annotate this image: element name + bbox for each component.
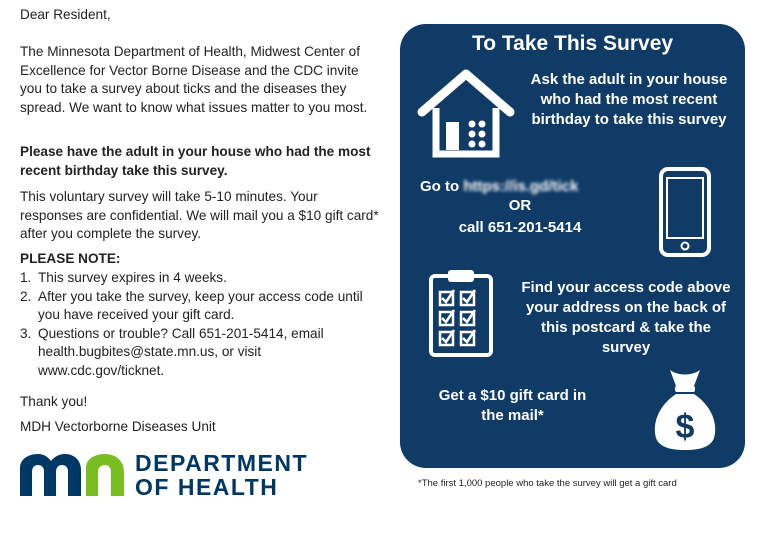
- footnote: *The first 1,000 people who take the survey will get a gift card: [418, 478, 677, 489]
- intro-paragraph: The Minnesota Department of Health, Midwest Center of Excellence for Vector Borne Disease and the CDC invite you to take a survey about ticks and the diseases they spread. We want to know what issues matter to you most.: [20, 44, 368, 115]
- clipboard-checklist-icon: [428, 268, 494, 358]
- bold-instruction: Please have the adult in your house who had the most recent birthday take this survey.: [20, 144, 371, 178]
- survey-url[interactable]: https://is.gd/tick: [463, 178, 579, 195]
- step-go-to: Go to https://is.gd/tick: [420, 178, 579, 195]
- step-gift-card: Get a $10 gift card in the mail*: [438, 387, 587, 424]
- notes-list: [20, 269, 380, 381]
- please-note-heading: PLEASE NOTE:: [20, 251, 121, 266]
- note-item: 3. Questions or trouble? Call 651-201-5414, email health.bugbites@state.mn.us, or visit www.cdc.gov/ticknet.: [20, 325, 324, 378]
- money-bag-icon: [650, 366, 720, 452]
- note-item: 1. This survey expires in 4 weeks.: [20, 270, 227, 285]
- signature-unit: MDH Vectorborne Diseases Unit: [20, 419, 216, 434]
- step-access-code: Find your access code above your address on the back of this postcard & take the survey: [521, 279, 731, 356]
- panel-title: To Take This Survey: [471, 32, 674, 55]
- greeting: Dear Resident,: [20, 7, 111, 22]
- thank-you: Thank you!: [20, 394, 88, 409]
- step-or: OR: [508, 197, 532, 214]
- svg-text:$: $: [675, 408, 695, 446]
- step-ask-adult: Ask the adult in your house who had the most recent birthday to take this survey: [530, 71, 728, 128]
- voluntary-paragraph: This voluntary survey will take 5-10 minutes. Your responses are confidential. We will mail you a $10 gift card* after you complete the survey.: [20, 189, 379, 242]
- smartphone-icon: [658, 166, 712, 258]
- house-icon: [416, 68, 516, 160]
- department-of-health-wordmark: DEPARTMENT OF HEALTH: [135, 450, 309, 500]
- note-item: 2. After you take the survey, keep your access code until you have received your gift card.: [20, 288, 363, 323]
- survey-instructions-panel: [400, 24, 745, 468]
- step-call-number: call 651-201-5414: [458, 219, 582, 236]
